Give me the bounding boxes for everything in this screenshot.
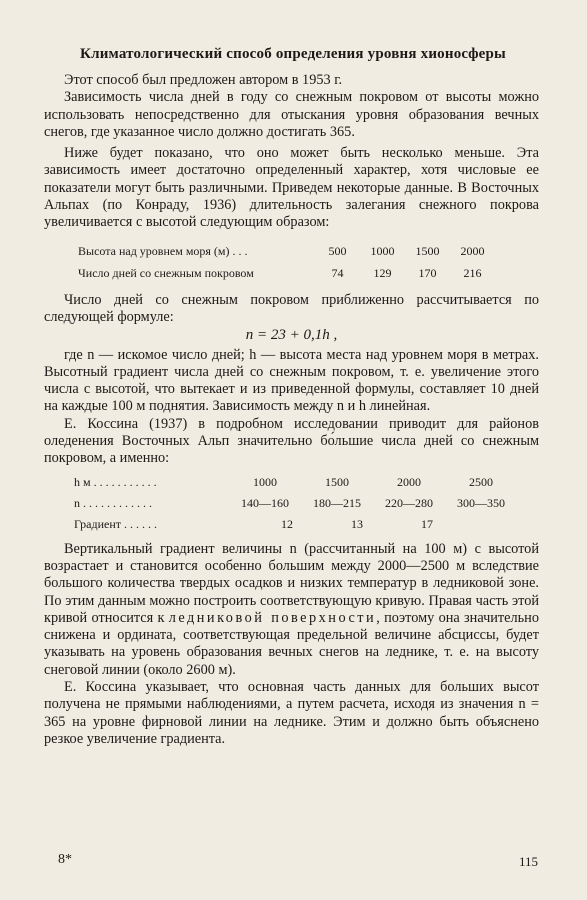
paragraph-8: Е. Коссина указывает, что основная часть данных для больших высот получена не прямыми наблюдениями, а путем расчета, исходя из значения n = 365 на уровне фирновой линии на леднике. Этим и должно быть объяснено резкое увеличение градиента. xyxy=(44,679,539,747)
paragraph-2: Зависимость числа дней в году со снежным покровом от высоты можно использовать непосредственно для отыскания уровня образования вечных снегов, где указанное число должно достигать 365. xyxy=(44,89,539,140)
table-row xyxy=(74,493,539,514)
paragraph-7 xyxy=(44,541,539,679)
table-row xyxy=(78,240,539,262)
printer-signature: 8* xyxy=(58,852,72,867)
table-cell: 216 xyxy=(463,265,482,280)
table-cell: 220—280 xyxy=(385,495,433,510)
table-cell: 13 xyxy=(351,516,363,531)
text-run: Вертикальный градиент величины n (рассчитанный на 100 м) с высотой возрастает и становится особенно большим между 2000—2500 м вследствие большого количества твердых осадков и низких температур в ледниковой зоне. По этим данным можно построить соответствующую кривую. Правая часть этой кривой относится к xyxy=(44,540,539,626)
row-label: h м . . . . . . . . . . . xyxy=(74,474,157,489)
table-cell: 1000 xyxy=(253,474,277,489)
paragraph-5: где n — искомое число дней; h — высота места над уровнем моря в метрах. Высотный градиент числа дней со снежным покровом, т. е. увеличение этого числа с высотой, что вытекает и из приведенной формулы, составляет 10 дней на каждые 100 м поднятия. Зависимость между n и h линейная. xyxy=(44,346,539,415)
table-cell: 1500 xyxy=(325,474,349,489)
table-cell: 129 xyxy=(373,265,392,280)
page-number: 115 xyxy=(518,854,538,869)
section-heading: Климатологический способ определения уровня хионосферы xyxy=(80,46,506,62)
table-snow-days-kossina xyxy=(74,472,539,535)
table-cell: 140—160 xyxy=(241,495,289,510)
table-row xyxy=(78,262,539,284)
table-cell: 1000 xyxy=(370,243,395,258)
formula: n = 23 + 0,1h , xyxy=(245,327,338,344)
row-label: Градиент . . . . . . xyxy=(74,516,158,531)
text-run: , поэтому она значительно снижена и ордината, соответствующая предельной величине абсциссы, будет указывать на уровень образования вечных снегов на леднике, т. е. на высоту снеговой линии (около 2600 м). xyxy=(44,609,539,678)
table-cell: 300—350 xyxy=(457,495,505,510)
table-cell: 12 xyxy=(281,516,293,531)
table-cell: 500 xyxy=(328,243,347,258)
table-cell: 2000 xyxy=(460,243,485,258)
table-row xyxy=(74,514,539,535)
table-row xyxy=(74,472,539,493)
table-cell: 2500 xyxy=(469,474,493,489)
paragraph-1: Этот способ был предложен автором в 1953 г. xyxy=(64,72,343,88)
table-cell: 1500 xyxy=(415,243,440,258)
paragraph-4: Число дней со снежным покровом приближенно рассчитывается по следующей формуле: xyxy=(44,291,539,325)
table-cell: 170 xyxy=(418,265,437,280)
table-snow-days-konrad xyxy=(78,240,539,284)
row-label: n . . . . . . . . . . . . xyxy=(74,495,152,510)
table-cell: 74 xyxy=(331,265,344,280)
paragraph-3: Ниже будет показано, что оно может быть несколько меньше. Эта зависимость имеет достаточно определенный характер, хотя числовые ее показатели могут быть различными. Приведем некоторые данные. В Восточных Альпах (по Конраду, 1936) длительность залегания снежного покрова увеличивается с высотой следующим образом: xyxy=(44,145,539,231)
page-body xyxy=(44,72,539,748)
table-cell: 17 xyxy=(421,516,433,531)
table-cell: 180—215 xyxy=(313,495,361,510)
table-cell: 2000 xyxy=(397,474,421,489)
paragraph-6: Е. Коссина (1937) в подробном исследовании приводит для районов оледенения Восточных Альп значительно бо́льшие числа дней со снежным покровом, а именно: xyxy=(44,415,539,467)
row-label: Число дней со снежным покровом xyxy=(78,265,254,280)
spaced-emphasis: ледниковой поверхности xyxy=(168,609,377,626)
row-label: Высота над уровнем моря (м) . . . xyxy=(78,243,248,258)
